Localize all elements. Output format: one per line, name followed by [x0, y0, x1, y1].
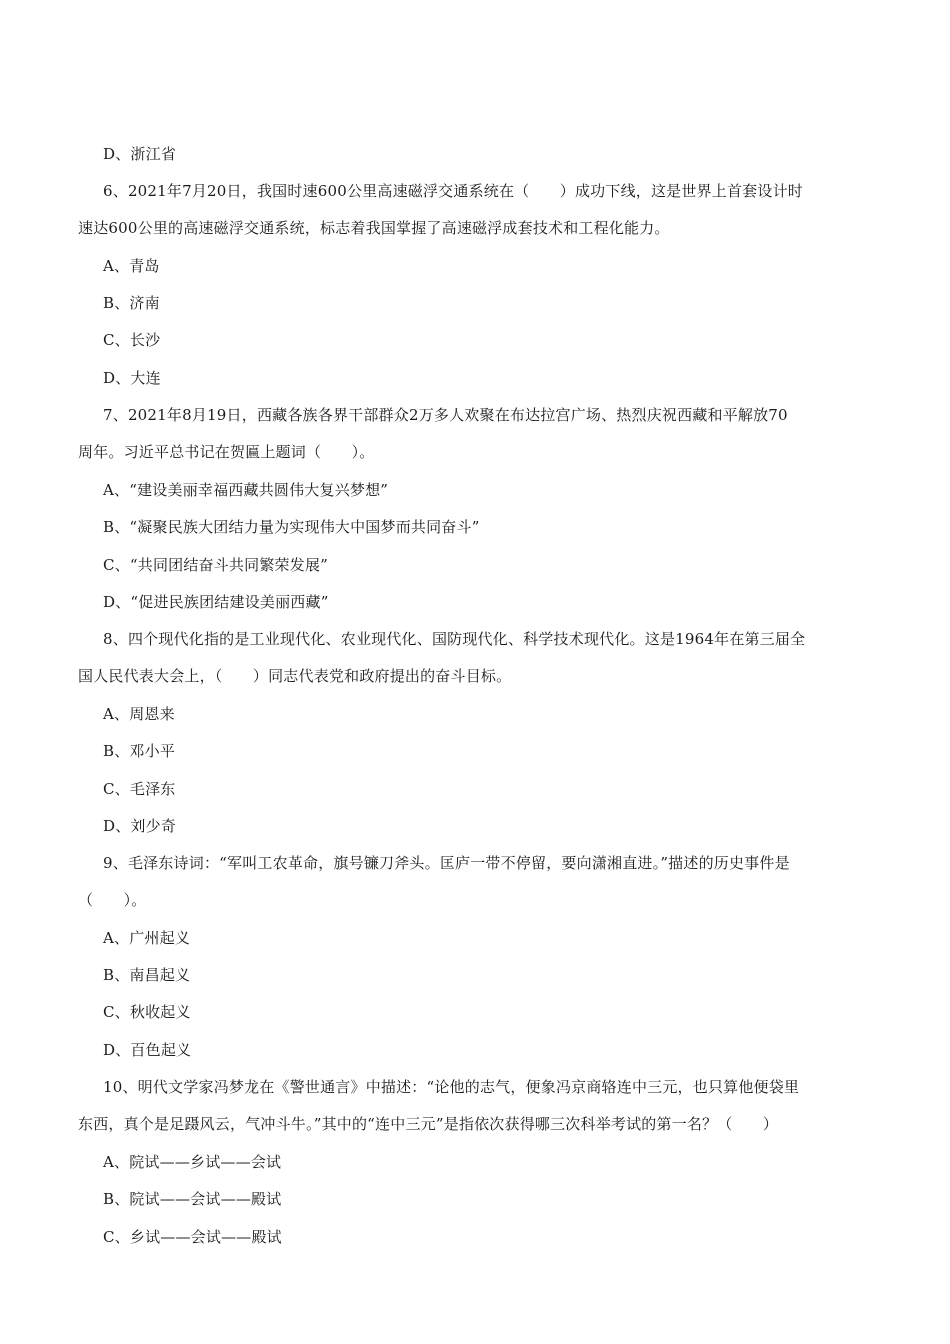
q6-option-a: A、青岛: [103, 257, 160, 275]
q8-stem-line1: 8、四个现代化指的是工业现代化、农业现代化、国防现代化、科学技术现代化。这是1964年在第三届全: [103, 630, 806, 648]
q7-option-b: B、“凝聚民族大团结力量为实现伟大中国梦而共同奋斗”: [103, 518, 480, 536]
q6-option-c: C、长沙: [103, 331, 161, 349]
q9-option-a: A、广州起义: [103, 929, 191, 947]
q9-stem-line1: 9、毛泽东诗词：“军叫工农革命，旗号镰刀斧头。匡庐一带不停留，要向潇湘直进。”描述的历史事件是: [103, 854, 790, 872]
q7-option-d: D、“促进民族团结建设美丽西藏”: [103, 593, 329, 611]
q10-stem-line2: 东西，真个是足蹑风云，气冲斗牛。”其中的“连中三元”是指依次获得哪三次科举考试的第一名？（ ）: [78, 1115, 779, 1133]
q6-option-b: B、济南: [103, 294, 160, 312]
q8-stem-line2: 国人民代表大会上，（ ）同志代表党和政府提出的奋斗目标。: [78, 667, 512, 685]
q7-stem-line1: 7、2021年8月19日，西藏各族各界干部群众2万多人欢聚在布达拉宫广场、热烈庆祝西藏和平解放70: [103, 406, 788, 424]
q8-option-b: B、邓小平: [103, 742, 176, 760]
q9-option-d: D、百色起义: [103, 1041, 192, 1059]
q8-option-a: A、周恩来: [103, 705, 175, 723]
q7-option-c: C、“共同团结奋斗共同繁荣发展”: [103, 556, 329, 574]
q9-option-b: B、南昌起义: [103, 966, 191, 984]
q8-option-c: C、毛泽东: [103, 780, 176, 798]
q6-stem-line1: 6、2021年7月20日，我国时速600公里高速磁浮交通系统在（ ）成功下线，这是世界上首套设计时: [103, 182, 803, 200]
q9-stem-line2: （ ）。: [78, 891, 147, 909]
q8-option-d: D、刘少奇: [103, 817, 177, 835]
q9-option-c: C、秋收起义: [103, 1003, 191, 1021]
q10-stem-line1: 10、明代文学家冯梦龙在《警世通言》中描述：“论他的志气，便象冯京商辂连中三元，也只算他便袋里: [103, 1078, 800, 1096]
q10-option-a: A、院试——乡试——会试: [103, 1153, 282, 1171]
q10-option-c: C、乡试——会试——殿试: [103, 1228, 282, 1246]
q5-option-d: D、浙江省: [103, 145, 177, 163]
q7-option-a: A、“建设美丽幸福西藏共圆伟大复兴梦想”: [103, 481, 389, 499]
q10-option-b: B、院试——会试——殿试: [103, 1190, 282, 1208]
q7-stem-line2: 周年。习近平总书记在贺匾上题词（ ）。: [78, 443, 375, 461]
q6-option-d: D、大连: [103, 369, 161, 387]
q6-stem-line2: 速达600公里的高速磁浮交通系统，标志着我国掌握了高速磁浮成套技术和工程化能力。: [78, 219, 670, 237]
